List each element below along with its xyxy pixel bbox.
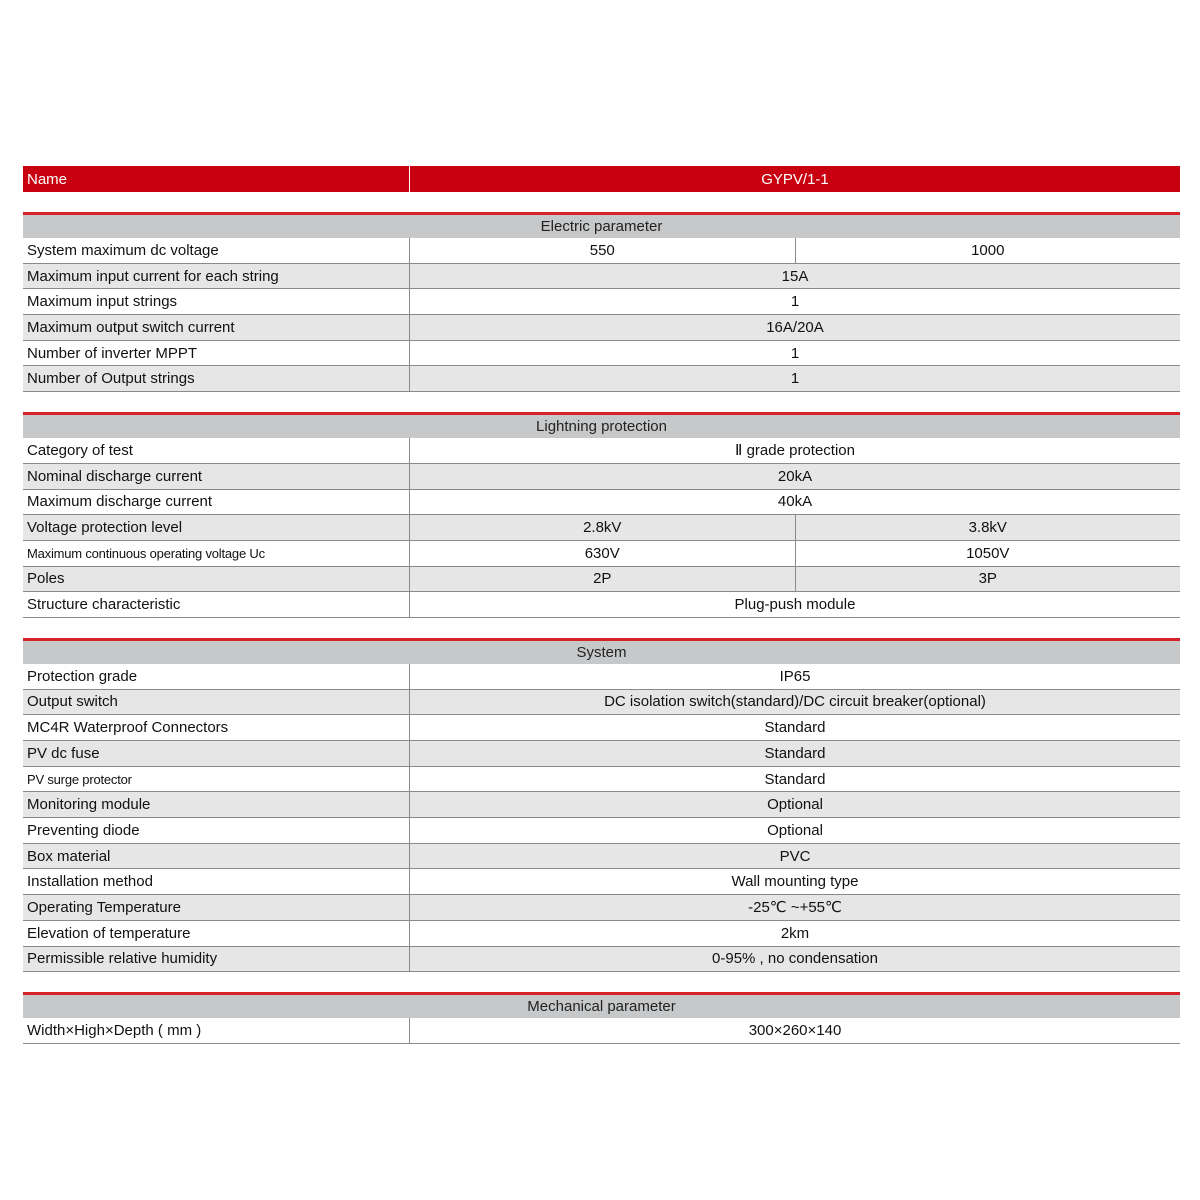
table-row	[23, 541, 1180, 567]
table-row	[23, 947, 1180, 973]
table-row	[23, 715, 1180, 741]
row-value: Wall mounting type	[731, 873, 859, 891]
table-row	[23, 515, 1180, 541]
table-row	[23, 767, 1180, 793]
row-value: IP65	[779, 667, 811, 685]
table-row	[23, 264, 1180, 290]
row-label: Output switch	[23, 690, 410, 715]
row-value: 300×260×140	[748, 1022, 842, 1040]
table-row	[23, 366, 1180, 392]
row-value: Ⅱ grade protection	[735, 442, 855, 460]
row-label: Maximum input current for each string	[23, 264, 410, 289]
row-value: 550	[589, 241, 615, 259]
row-label: Maximum discharge current	[23, 490, 410, 515]
row-label: Number of inverter MPPT	[23, 341, 410, 366]
row-value: Standard	[764, 744, 826, 762]
row-label: Permissible relative humidity	[23, 947, 410, 972]
row-value: 2.8kV	[583, 519, 622, 537]
row-value: 1	[790, 370, 800, 388]
row-value: -25℃ ~+55℃	[748, 899, 842, 917]
row-label: Maximum input strings	[23, 289, 410, 314]
row-value: 1	[790, 293, 800, 311]
table-row	[23, 664, 1180, 690]
table-row	[23, 315, 1180, 341]
section-system	[23, 638, 1180, 972]
row-label: Number of Output strings	[23, 366, 410, 391]
row-value: 40kA	[777, 493, 813, 511]
row-value: 1050V	[795, 541, 1181, 566]
table-row	[23, 567, 1180, 593]
row-value: Standard	[764, 719, 826, 737]
row-value: Standard	[764, 770, 826, 788]
row-label: Voltage protection level	[23, 515, 410, 540]
row-label: Elevation of temperature	[23, 921, 410, 946]
row-value: 16A/20A	[766, 318, 824, 336]
table-row	[23, 869, 1180, 895]
row-value: 0-95% , no condensation	[712, 950, 878, 968]
row-value: 15A	[781, 267, 809, 285]
row-value: PVC	[779, 847, 811, 865]
row-value: Optional	[767, 796, 823, 814]
row-label: Category of test	[23, 438, 410, 463]
table-row	[23, 490, 1180, 516]
row-label: PV surge protector	[23, 767, 410, 792]
table-row	[23, 895, 1180, 921]
table-row	[23, 238, 1180, 264]
row-label: Maximum continuous operating voltage Uc	[23, 541, 410, 566]
table-row	[23, 921, 1180, 947]
row-label: Maximum output switch current	[23, 315, 410, 340]
row-label: PV dc fuse	[23, 741, 410, 766]
table-row	[23, 818, 1180, 844]
row-value: 1000	[795, 238, 1181, 263]
section-electric-parameter	[23, 212, 1180, 392]
row-label: Installation method	[23, 869, 410, 894]
row-value: Optional	[767, 821, 823, 839]
name-header-value: GYPV/1-1	[761, 170, 829, 188]
name-header-label: Name	[23, 166, 410, 192]
row-label: Structure characteristic	[23, 592, 410, 617]
row-value: 630V	[584, 544, 620, 562]
row-value: 20kA	[777, 467, 813, 485]
row-label: Nominal discharge current	[23, 464, 410, 489]
row-label: MC4R Waterproof Connectors	[23, 715, 410, 740]
table-row	[23, 438, 1180, 464]
row-value: 2P	[593, 570, 612, 588]
row-label: Box material	[23, 844, 410, 869]
table-row	[23, 464, 1180, 490]
table-row	[23, 792, 1180, 818]
row-label: System maximum dc voltage	[23, 238, 410, 263]
table-row	[23, 592, 1180, 618]
section-title: Electric parameter	[23, 212, 1180, 238]
row-label: Protection grade	[23, 664, 410, 689]
row-value: 3P	[795, 567, 1181, 592]
section-title: Mechanical parameter	[23, 992, 1180, 1018]
row-label: Preventing diode	[23, 818, 410, 843]
table-row	[23, 741, 1180, 767]
row-label: Monitoring module	[23, 792, 410, 817]
table-row	[23, 1018, 1180, 1044]
table-row	[23, 289, 1180, 315]
section-title: Lightning protection	[23, 412, 1180, 438]
table-row	[23, 690, 1180, 716]
section-title: System	[23, 638, 1180, 664]
row-value: 2km	[780, 924, 810, 942]
row-label: Poles	[23, 567, 410, 592]
row-label: Width×High×Depth ( mm )	[23, 1018, 410, 1043]
row-value: 1	[790, 344, 800, 362]
row-label: Operating Temperature	[23, 895, 410, 920]
spec-sheet	[23, 166, 1180, 1044]
row-value: DC isolation switch(standard)/DC circuit breaker(optional)	[604, 693, 986, 711]
table-row	[23, 341, 1180, 367]
section-mechanical-parameter	[23, 992, 1180, 1044]
table-row	[23, 844, 1180, 870]
row-value: 3.8kV	[795, 515, 1181, 540]
row-value: Plug-push module	[734, 596, 856, 614]
section-lightning-protection	[23, 412, 1180, 618]
name-header-bar	[23, 166, 1180, 192]
